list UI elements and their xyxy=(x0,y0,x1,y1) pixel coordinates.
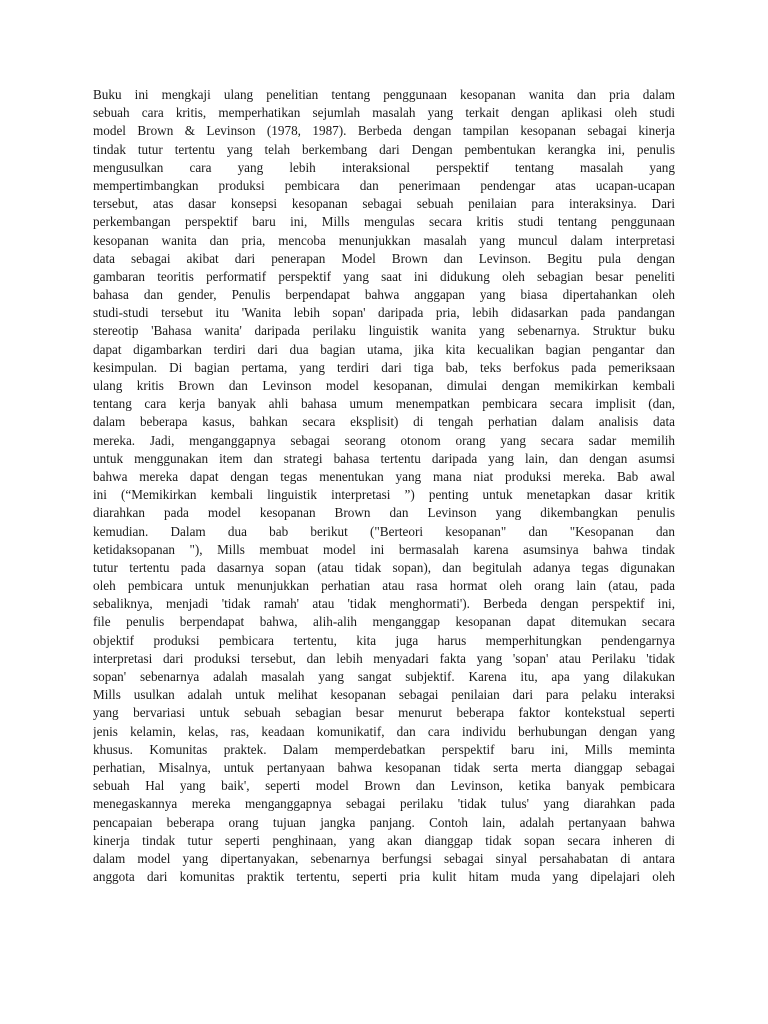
text-line: model Brown & Levinson (1978, 1987). Berbeda dengan tampilan kesopanan sebagai kinerja xyxy=(93,123,675,139)
text-line: sebaliknya, menjadi 'tidak ramah' atau 'tidak menghormati'). Berbeda dengan perspektif ini, xyxy=(93,596,675,612)
text-line: untuk menggunakan item dan strategi bahasa tertentu daripada yang lain, dan dengan asumsi xyxy=(93,450,675,466)
text-line: mempertimbangkan produksi pembicara dan penerimaan pendengar atas ucapan-ucapan xyxy=(93,177,675,193)
body-text xyxy=(93,86,675,886)
text-line: Mills usulkan adalah untuk melihat kesopanan sebagai penilaian dari para pelaku interaksi xyxy=(93,687,675,703)
text-line: interpretasi dari produksi tersebut, dan lebih menyadari fakta yang 'sopan' atau Perilaku 'tidak xyxy=(93,650,675,666)
text-line: ini (“Memikirkan kembali linguistik interpretasi ”) penting untuk menetapkan dasar kritik xyxy=(93,487,675,503)
text-line: kesopanan wanita dan pria, mencoba menunjukkan masalah yang muncul dalam interpretasi xyxy=(93,232,675,248)
text-line: pencapaian beberapa orang tujuan jangka panjang. Contoh lain, adalah pertanyaan bahwa xyxy=(93,814,675,830)
text-line: studi-studi tersebut itu 'Wanita lebih sopan' daripada pria, lebih didasarkan pada pandangan xyxy=(93,305,675,321)
text-line: sebuah Hal yang baik', seperti model Brown dan Levinson, ketika banyak pembicara xyxy=(93,778,675,794)
text-line: dalam beberapa kasus, bahkan secara eksplisit) di tengah perhatian dalam analisis data xyxy=(93,414,675,430)
text-line: bahasa dan gender, Penulis berpendapat bahwa anggapan yang biasa dipertahankan oleh xyxy=(93,287,675,303)
text-line: kemudian. Dalam dua bab berikut ("Berteori kesopanan" dan "Kesopanan dan xyxy=(93,523,675,539)
text-line: menegaskannya mereka menganggapnya sebagai perilaku 'tidak tulus' yang diarahkan pada xyxy=(93,796,675,812)
text-line: kinerja tindak tutur seperti penghinaan, yang akan dianggap tidak sopan secara inheren di xyxy=(93,832,675,848)
text-line: data sebagai akibat dari penerapan Model Brown dan Levinson. Begitu pula dengan xyxy=(93,250,675,266)
text-line: kesimpulan. Di bagian pertama, yang terdiri dari tiga bab, teks berfokus pada pemeriksaan xyxy=(93,359,675,375)
text-line: objektif produksi pembicara tertentu, kita juga harus memperhitungkan pendengarnya xyxy=(93,632,675,648)
text-line: mereka. Jadi, menganggapnya sebagai seorang otonom orang yang secara sadar memilih xyxy=(93,432,675,448)
text-line: bahwa mereka dapat dengan tegas menentukan yang mana niat produksi mereka. Bab awal xyxy=(93,468,675,484)
text-line: gambaran teoritis performatif perspektif yang saat ini didukung oleh sebagian besar peneliti xyxy=(93,268,675,284)
text-line: sopan' sebenarnya adalah masalah yang sangat subjektif. Karena itu, apa yang dilakukan xyxy=(93,669,675,684)
text-line: yang bervariasi untuk sebuah sebagian besar menurut beberapa faktor kontekstual seperti xyxy=(93,705,675,721)
text-line: sebuah cara kritis, memperhatikan sejumlah masalah yang terkait dengan aplikasi oleh studi xyxy=(93,105,675,121)
text-line: perkembangan perspektif baru ini, Mills mengulas secara kritis studi tentang penggunaan xyxy=(93,214,675,230)
text-line: jenis kelamin, kelas, ras, keadaan komunikatif, dan cara individu berhubungan dengan yang xyxy=(93,723,675,739)
text-line: oleh pembicara untuk menunjukkan perhatian atau rasa hormat oleh orang lain (atau, pada xyxy=(93,578,675,594)
text-line: tentang cara kerja banyak ahli bahasa umum menempatkan pembicara secara implisit (dan, xyxy=(93,396,675,412)
text-line: anggota dari komunitas praktik tertentu, seperti pria kulit hitam muda yang dipelajari oleh xyxy=(93,869,675,885)
text-line: dalam model yang dipertanyakan, sebenarnya berfungsi sebagai sinyal persahabatan di antara xyxy=(93,850,675,866)
text-line: mengusulkan cara yang lebih interaksional perspektif tentang masalah yang xyxy=(93,159,675,175)
text-line: ulang kritis Brown dan Levinson model kesopanan, dimulai dengan memikirkan kembali xyxy=(93,378,675,393)
text-line: tutur tertentu pada dasarnya sopan (atau tidak sopan), dan begitulah adanya tegas digunakan xyxy=(93,559,675,575)
text-line: file penulis berpendapat bahwa, alih-alih menganggap kesopanan dapat ditemukan secara xyxy=(93,614,675,630)
text-line: stereotip 'Bahasa wanita' daripada perilaku linguistik wanita yang sebenarnya. Struktur buku xyxy=(93,323,675,339)
text-line: khusus. Komunitas praktek. Dalam memperdebatkan perspektif baru ini, Mills meminta xyxy=(93,741,675,757)
text-line: ketidaksopanan "), Mills membuat model ini bermasalah karena asumsinya bahwa tindak xyxy=(93,541,675,557)
text-line: diarahkan pada model kesopanan Brown dan Levinson yang dikembangkan penulis xyxy=(93,505,675,521)
text-line: dapat digambarkan terdiri dari dua bagian utama, jika kita kecualikan bagian pengantar dan xyxy=(93,341,675,357)
text-line: perhatian, Misalnya, untuk pertanyaan bahwa kesopanan tidak serta merta dianggap sebagai xyxy=(93,759,675,775)
text-line: tersebut, atas dasar konsepsi kesopanan sebagai sebuah penilaian para interaksinya. Dari xyxy=(93,196,675,212)
text-line: tindak tutur tertentu yang telah berkembang dari Dengan pembentukan kerangka ini, penulis xyxy=(93,141,675,157)
text-line: Buku ini mengkaji ulang penelitian tentang penggunaan kesopanan wanita dan pria dalam xyxy=(93,87,675,102)
